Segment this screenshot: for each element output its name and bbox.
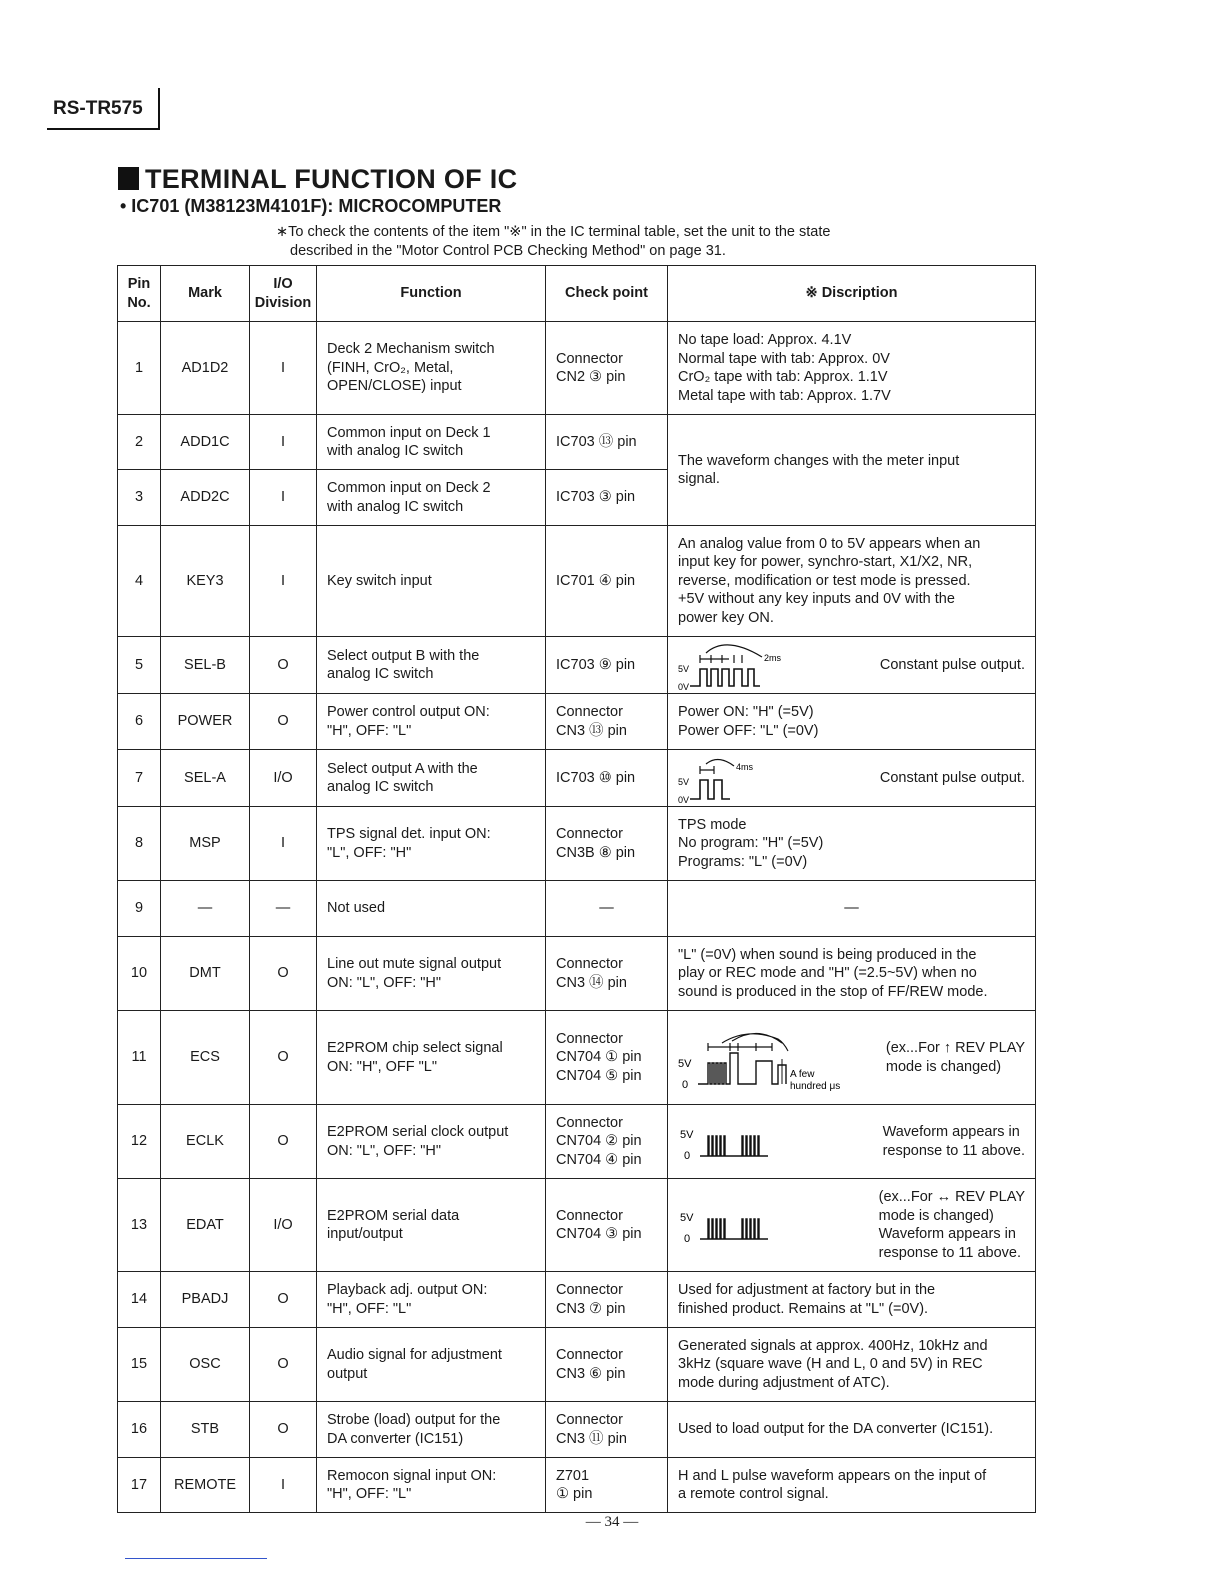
io-division: O <box>250 1402 317 1458</box>
divider <box>125 1558 267 1559</box>
col-function-header: Function <box>317 266 546 322</box>
io-division: I/O <box>250 750 317 807</box>
description: (ex...For ↑ REV PLAY mode is changed) <box>885 1040 1025 1075</box>
wave-note-label: A few <box>790 1068 815 1080</box>
io-division: O <box>250 637 317 694</box>
table-row <box>118 1402 1036 1458</box>
mark: ECS <box>161 1011 250 1105</box>
mark: POWER <box>161 694 250 750</box>
description: TPS mode No program: "H" (=5V) Programs: "L" (=0V) <box>668 807 1036 881</box>
table-row <box>118 637 1036 694</box>
io-division: I <box>250 526 317 637</box>
description: Generated signals at approx. 400Hz, 10kHz and 3kHz (square wave (H and L, 0 and 5V) in REC mode during adjustment of ATC). <box>668 1328 1036 1402</box>
description <box>668 637 1036 694</box>
wave-5v-label: 5V <box>678 1057 692 1070</box>
col-desc-header: ※ Discription <box>668 266 1036 322</box>
check-point: IC703 ⑩ pin <box>546 750 668 807</box>
wave-note2-label: hundred μs <box>790 1080 841 1091</box>
pin-number: 17 <box>118 1458 161 1513</box>
description: H and L pulse waveform appears on the input of a remote control signal. <box>668 1458 1036 1513</box>
description <box>668 1105 1036 1179</box>
description <box>668 1011 1036 1105</box>
check-point: Connector CN3 ⑭ pin <box>546 937 668 1011</box>
function: TPS signal det. input ON: "L", OFF: "H" <box>317 807 546 881</box>
pin-number: 10 <box>118 937 161 1011</box>
wave-0v-label: 0 <box>682 1078 689 1091</box>
note-line-2: described in the "Motor Control PCB Checking Method" on page 31. <box>290 243 726 259</box>
wave-5v-label: 5V <box>678 777 690 787</box>
pin-number: 14 <box>118 1272 161 1328</box>
wave-0v-label: 0V <box>678 795 690 804</box>
check-point: IC703 ⑬ pin <box>546 415 668 470</box>
io-division: I <box>250 322 317 415</box>
function: Power control output ON: "H", OFF: "L" <box>317 694 546 750</box>
function: Deck 2 Mechanism switch (FINH, CrO₂, Metal, OPEN/CLOSE) input <box>317 322 546 415</box>
io-division: I <box>250 807 317 881</box>
description: Constant pulse output. <box>879 656 1025 673</box>
function: Key switch input <box>317 526 546 637</box>
check-point: Z701 ① pin <box>546 1458 668 1513</box>
function: Select output B with the analog IC switch <box>317 637 546 694</box>
clock-waveform <box>678 1122 828 1162</box>
wave-0v-label: 0 <box>684 1149 691 1162</box>
table-row <box>118 322 1036 415</box>
table-row <box>118 807 1036 881</box>
check-point: Connector CN3 ⑪ pin <box>546 1402 668 1458</box>
description: "L" (=0V) when sound is being produced in the play or REC mode and "H" (=2.5~5V) when no sound is produced in the stop of FF/REW mode. <box>668 937 1036 1011</box>
wave-time-label: 2ms <box>764 653 782 663</box>
check-point: Connector CN3B ⑧ pin <box>546 807 668 881</box>
function: Audio signal for adjustment output <box>317 1328 546 1402</box>
function: E2PROM chip select signal ON: "H", OFF "L" <box>317 1011 546 1105</box>
io-division: I <box>250 415 317 470</box>
function: Playback adj. output ON: "H", OFF: "L" <box>317 1272 546 1328</box>
function: Select output A with the analog IC switch <box>317 750 546 807</box>
pin-number: 11 <box>118 1011 161 1105</box>
table-row <box>118 750 1036 807</box>
mark: ECLK <box>161 1105 250 1179</box>
pin-number: 9 <box>118 881 161 937</box>
check-point: Connector CN3 ⑥ pin <box>546 1328 668 1402</box>
mark: — <box>161 881 250 937</box>
table-header-row <box>118 266 1036 322</box>
pin-number: 3 <box>118 470 161 526</box>
description: Used for adjustment at factory but in the finished product. Remains at "L" (=0V). <box>668 1272 1036 1328</box>
mark: EDAT <box>161 1179 250 1272</box>
check-note <box>276 223 976 261</box>
function: Common input on Deck 2 with analog IC switch <box>317 470 546 526</box>
title-square-icon <box>118 167 139 190</box>
check-point: Connector CN704 ② pin CN704 ④ pin <box>546 1105 668 1179</box>
wave-time-label: 4ms <box>736 762 754 772</box>
page-title-text: TERMINAL FUNCTION OF IC <box>145 164 518 194</box>
check-point: Connector CN3 ⑬ pin <box>546 694 668 750</box>
pin-number: 7 <box>118 750 161 807</box>
table-row <box>118 526 1036 637</box>
function: Remocon signal input ON: "H", OFF: "L" <box>317 1458 546 1513</box>
io-division: I <box>250 470 317 526</box>
check-point: IC703 ③ pin <box>546 470 668 526</box>
mark: OSC <box>161 1328 250 1402</box>
pin-number: 5 <box>118 637 161 694</box>
pin-number: 13 <box>118 1179 161 1272</box>
description: Power ON: "H" (=5V) Power OFF: "L" (=0V) <box>668 694 1036 750</box>
description: An analog value from 0 to 5V appears when an input key for power, synchro-start, X1/X2, NR, reverse, modification or test mode is pressed. +5V without any key inputs and 0V with the power key ON. <box>668 526 1036 637</box>
mark: ADD2C <box>161 470 250 526</box>
model-number: RS-TR575 <box>47 88 160 130</box>
table-row <box>118 694 1036 750</box>
table-row <box>118 415 1036 470</box>
note-line-1: ∗To check the contents of the item "※" in the IC terminal table, set the unit to the state <box>276 224 831 240</box>
page-number: — 34 — <box>585 1514 639 1530</box>
mark: MSP <box>161 807 250 881</box>
mark: REMOTE <box>161 1458 250 1513</box>
pulse-waveform-4ms <box>678 752 798 804</box>
description: Constant pulse output. <box>879 769 1025 786</box>
table-row <box>118 937 1036 1011</box>
check-point: — <box>546 881 668 937</box>
mark: ADD1C <box>161 415 250 470</box>
section-subtitle: • IC701 (M38123M4101F): MICROCOMPUTER <box>120 196 502 216</box>
function: E2PROM serial clock output ON: "L", OFF: "H" <box>317 1105 546 1179</box>
description: Waveform appears in response to 11 above. <box>882 1124 1025 1159</box>
mark: SEL-A <box>161 750 250 807</box>
col-mark-header: Mark <box>161 266 250 322</box>
io-division: O <box>250 1105 317 1179</box>
table-row <box>118 1328 1036 1402</box>
check-point: Connector CN704 ③ pin <box>546 1179 668 1272</box>
check-point: Connector CN704 ① pin CN704 ⑤ pin <box>546 1011 668 1105</box>
function: Strobe (load) output for the DA converter (IC151) <box>317 1402 546 1458</box>
description: (ex...For ↔ REV PLAY mode is changed) Waveform appears in response to 11 above. <box>878 1189 1025 1261</box>
check-point: IC703 ⑨ pin <box>546 637 668 694</box>
io-division: O <box>250 1011 317 1105</box>
pin-number: 15 <box>118 1328 161 1402</box>
function: E2PROM serial data input/output <box>317 1179 546 1272</box>
io-division: I/O <box>250 1179 317 1272</box>
mark: KEY3 <box>161 526 250 637</box>
io-division: O <box>250 694 317 750</box>
col-io-header: I/O Division <box>250 266 317 322</box>
wave-5v-label: 5V <box>680 1212 694 1224</box>
wave-0v-label: 0 <box>684 1233 691 1245</box>
io-division: O <box>250 1272 317 1328</box>
check-point: Connector CN3 ⑦ pin <box>546 1272 668 1328</box>
pin-number: 1 <box>118 322 161 415</box>
description <box>668 750 1036 807</box>
mark: STB <box>161 1402 250 1458</box>
mark: SEL-B <box>161 637 250 694</box>
page-title <box>118 164 517 195</box>
table-row <box>118 1011 1036 1105</box>
description: No tape load: Approx. 4.1V Normal tape with tab: Approx. 0V CrO₂ tape with tab: Approx. 1.1V Metal tape with tab: Approx. 1.7V <box>668 322 1036 415</box>
table-row <box>118 1272 1036 1328</box>
pulse-waveform-2ms <box>678 639 798 691</box>
col-check-header: Check point <box>546 266 668 322</box>
table-row <box>118 1458 1036 1513</box>
mark: DMT <box>161 937 250 1011</box>
io-division: O <box>250 1328 317 1402</box>
check-point: IC701 ④ pin <box>546 526 668 637</box>
pin-number: 2 <box>118 415 161 470</box>
wave-5v-label: 5V <box>678 664 690 674</box>
terminal-function-table <box>117 265 1036 1513</box>
wave-5v-label: 5V <box>680 1128 694 1141</box>
description <box>668 1179 1036 1272</box>
chip-select-waveform <box>678 1025 850 1091</box>
pin-number: 8 <box>118 807 161 881</box>
io-division: I <box>250 1458 317 1513</box>
table-row <box>118 1105 1036 1179</box>
pin-number: 6 <box>118 694 161 750</box>
mark: PBADJ <box>161 1272 250 1328</box>
pin-number: 16 <box>118 1402 161 1458</box>
function: Line out mute signal output ON: "L", OFF: "H" <box>317 937 546 1011</box>
io-division: — <box>250 881 317 937</box>
io-division: O <box>250 937 317 1011</box>
description: The waveform changes with the meter input signal. <box>668 415 1036 526</box>
data-waveform <box>678 1205 828 1245</box>
description: — <box>668 881 1036 937</box>
mark: AD1D2 <box>161 322 250 415</box>
function: Not used <box>317 881 546 937</box>
col-pin-header: Pin No. <box>118 266 161 322</box>
description: Used to load output for the DA converter (IC151). <box>668 1402 1036 1458</box>
table-row <box>118 881 1036 937</box>
pin-number: 4 <box>118 526 161 637</box>
wave-0v-label: 0V <box>678 682 690 691</box>
pin-number: 12 <box>118 1105 161 1179</box>
table-row <box>118 1179 1036 1272</box>
function: Common input on Deck 1 with analog IC switch <box>317 415 546 470</box>
check-point: Connector CN2 ③ pin <box>546 322 668 415</box>
